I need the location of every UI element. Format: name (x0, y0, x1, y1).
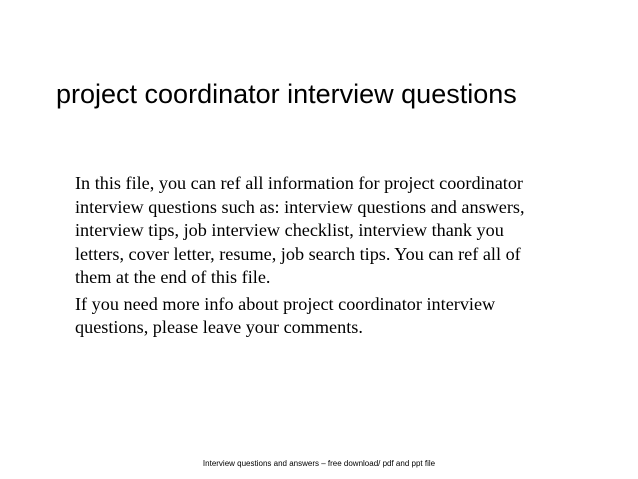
text-line: them at the end of this file. (75, 267, 271, 287)
text-line: In this file, you can ref all information for project coordinator (75, 173, 523, 193)
slide-body (75, 172, 615, 343)
text-line: questions, please leave your comments. (75, 317, 363, 337)
text-line: letters, cover letter, resume, job search tips. You can ref all of (75, 243, 521, 264)
intro-paragraph (75, 172, 615, 290)
slide-title: project coordinator interview questions (56, 79, 517, 109)
slide-footer: Interview questions and answers – free download/ pdf and ppt file (202, 459, 436, 468)
text-line: If you need more info about project coordinator interview (75, 293, 496, 314)
text-line: interview tips, job interview checklist, interview thank you (75, 220, 504, 240)
text-line: interview questions such as: interview questions and answers, (75, 196, 525, 217)
comments-paragraph (75, 293, 615, 340)
